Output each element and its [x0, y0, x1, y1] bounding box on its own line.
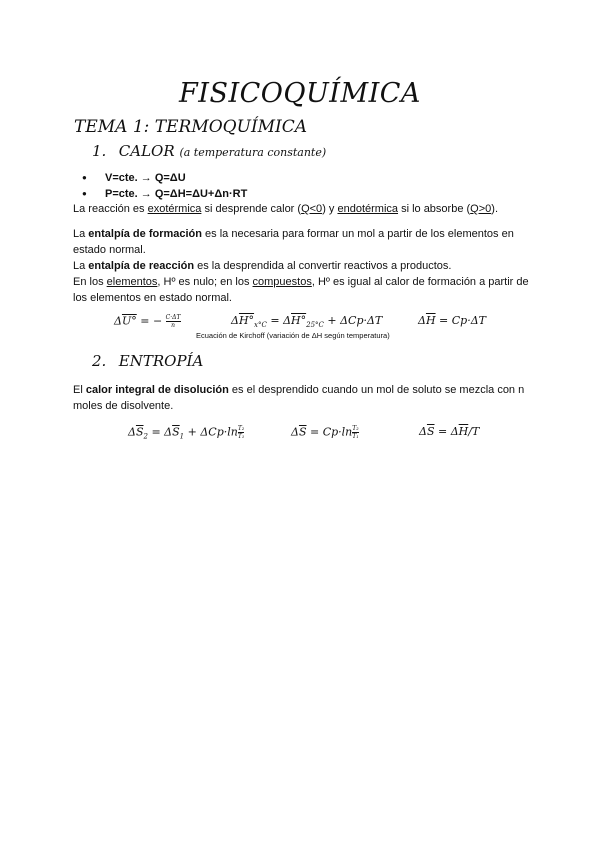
equation-kirchoff: $\Delta H^\circ_{x^\circ C} = \Delta H^\circ_{25^\circ C} + \Delta Cp\cdot\Delta T$ [231, 314, 383, 330]
section-heading-calor [92, 142, 326, 160]
section-label: ENTROPÍA [118, 352, 204, 370]
paragraph-disolucion: El calor integral de disolución es el desprendido cuando un mol de soluto se mezcla con n moles de disolvente. [73, 384, 525, 412]
equation-entropy-cp: $\Delta\overline{S} = Cp\cdot\ln$ $\frac{\text{T₂}}{\text{T₁}}$ [291, 425, 359, 440]
equation-entropy-enthalpy: $\Delta\overline{S} = \Delta\overline{H}/T$ [419, 425, 480, 438]
equation-entropy-change: $\Delta\overline{S}_2 = \Delta\overline{S}_1 + \Delta Cp\cdot\ln$ $\frac{\text{T₂}}{\text{T₁}}$ [128, 425, 245, 441]
paragraph-exo-endo: La reacción es exotérmica si desprende calor (Q<0) y endotérmica si lo absorbe (Q>0). [73, 203, 499, 215]
section-number: 1. [92, 142, 107, 160]
equation-enthalpy: $\Delta\overline{H} = Cp\cdot\Delta T$ [418, 314, 486, 327]
equation-internal-energy: ΔU° = − $\frac{C\cdot\Delta T}{n}$ [114, 314, 181, 329]
equation-caption: Ecuación de Kirchoff (variación de ΔH según temperatura) [196, 331, 390, 340]
list-item: ● P=cte. → Q=ΔH=ΔU+Δn·RT [82, 186, 247, 202]
section-number: 2. [92, 352, 107, 370]
list-item: ● V=cte. → Q=ΔU [82, 170, 247, 186]
section-heading-entropia [92, 352, 203, 370]
section-note: (a temperatura constante) [179, 146, 327, 159]
paragraph-entalpia: La entalpía de formación es la necesaria para formar un mol a partir de los elementos en estado normal. La entalpía de reacción es la desprendida al convertir reactivos a productos. En los elementos, Hº es nulo; en los compuestos, Hº es igual al calor de formación a partir de los elementos en estado normal. [73, 228, 529, 304]
page-title: FISICOQUÍMICA [179, 78, 421, 109]
bullet-list [82, 170, 247, 202]
section-label: CALOR [118, 142, 175, 160]
topic-heading: TEMA 1: TERMOQUÍMICA [74, 117, 308, 137]
